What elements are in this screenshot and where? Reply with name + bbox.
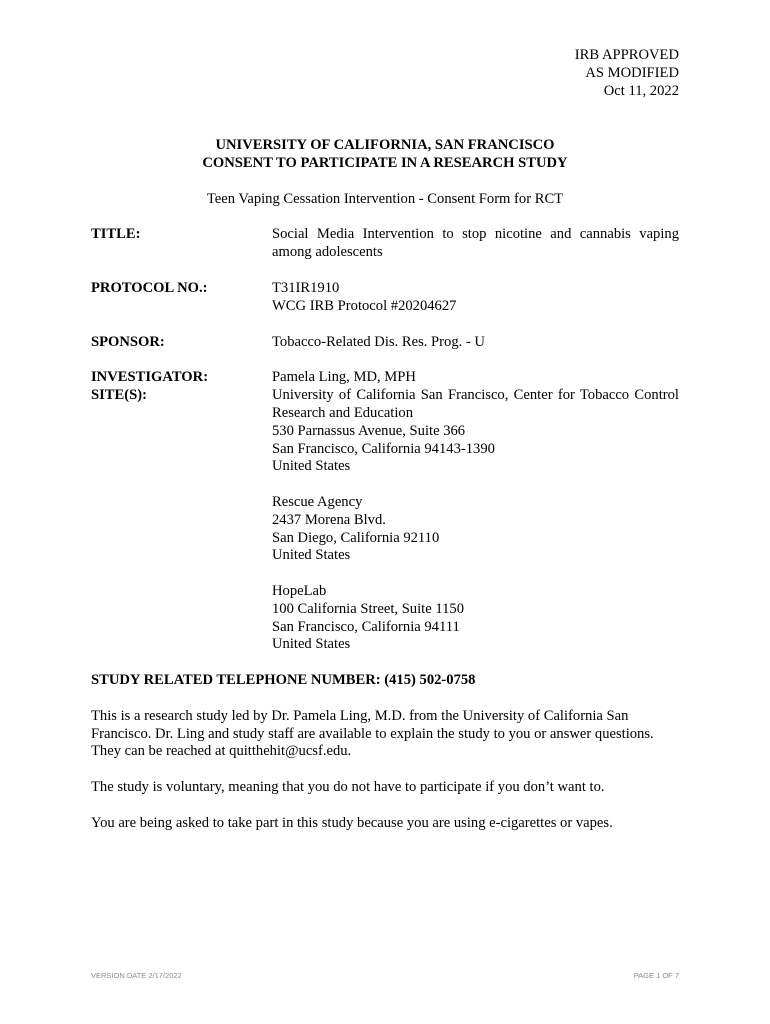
site-address: 100 California Street, Suite 1150 (272, 600, 464, 617)
study-phone-number: STUDY RELATED TELEPHONE NUMBER: (415) 502-0758 (91, 672, 476, 689)
title-label: TITLE: (91, 226, 141, 243)
site-ucsf (272, 369, 679, 476)
site-rescue-agency (272, 494, 679, 565)
investigator-label (91, 369, 272, 654)
site-country: United States (272, 458, 351, 475)
eligibility-paragraph: You are being asked to take part in this study because you are using e-cigarettes or vapes. (91, 814, 613, 831)
site-country: United States (272, 636, 351, 653)
investigator-label-line: INVESTIGATOR: (91, 369, 209, 386)
investigator-name: Pamela Ling, MD, MPH (272, 369, 416, 386)
title-value: Social Media Intervention to stop nicotine and cannabis vaping among adolescents (272, 226, 679, 261)
investigator-value (272, 369, 679, 654)
site-country: United States (272, 547, 351, 564)
site-address: 530 Parnassus Avenue, Suite 366 (272, 422, 466, 439)
study-intro-paragraph: This is a research study led by Dr. Pamela Ling, M.D. from the University of California San Francisco. Dr. Ling and study staff are available to explain the study to you or answer questions. They can be reached at quitthehit@ucsf.edu. (91, 707, 654, 760)
protocol-value (272, 280, 679, 316)
irb-protocol-number: WCG IRB Protocol #20204627 (272, 297, 457, 314)
page-footer (91, 967, 679, 985)
site-organization: HopeLab (272, 582, 327, 599)
university-name: UNIVERSITY OF CALIFORNIA, SAN FRANCISCO (215, 137, 555, 153)
document-subtitle: Teen Vaping Cessation Intervention - Consent Form for RCT (206, 190, 564, 207)
approval-date: Oct 11, 2022 (603, 83, 679, 99)
voluntary-paragraph: The study is voluntary, meaning that you do not have to participate if you don’t want to. (91, 778, 605, 795)
site-organization: Rescue Agency (272, 493, 363, 510)
document-heading (91, 137, 679, 173)
site-city: San Francisco, California 94111 (272, 618, 460, 635)
protocol-number: T31IR1910 (272, 279, 340, 296)
approval-modifier: AS MODIFIED (585, 65, 679, 81)
protocol-label: PROTOCOL NO.: (91, 279, 208, 296)
page-number: PAGE 1 OF 7 (633, 971, 679, 980)
sites-label-line: SITE(S): (91, 387, 147, 404)
consent-title: CONSENT TO PARTICIPATE IN A RESEARCH STUDY (202, 154, 568, 171)
sponsor-label: SPONSOR: (91, 333, 165, 350)
sponsor-value: Tobacco-Related Dis. Res. Prog. - U (272, 333, 485, 350)
site-organization: University of California San Francisco, Center for Tobacco Control Research and Education (272, 387, 679, 421)
irb-approval-stamp (91, 46, 679, 100)
approval-status: IRB APPROVED (574, 47, 679, 63)
site-address: 2437 Morena Blvd. (272, 511, 386, 528)
title-field (91, 226, 679, 262)
protocol-field (91, 280, 679, 316)
version-date: VERSION DATE 2/17/2022 (91, 971, 182, 980)
sponsor-field (91, 334, 679, 352)
site-hopelab (272, 583, 679, 654)
consent-form-page (91, 46, 679, 832)
site-city: San Diego, California 92110 (272, 529, 440, 546)
investigator-field (91, 369, 679, 654)
site-city: San Francisco, California 94143-1390 (272, 440, 495, 457)
